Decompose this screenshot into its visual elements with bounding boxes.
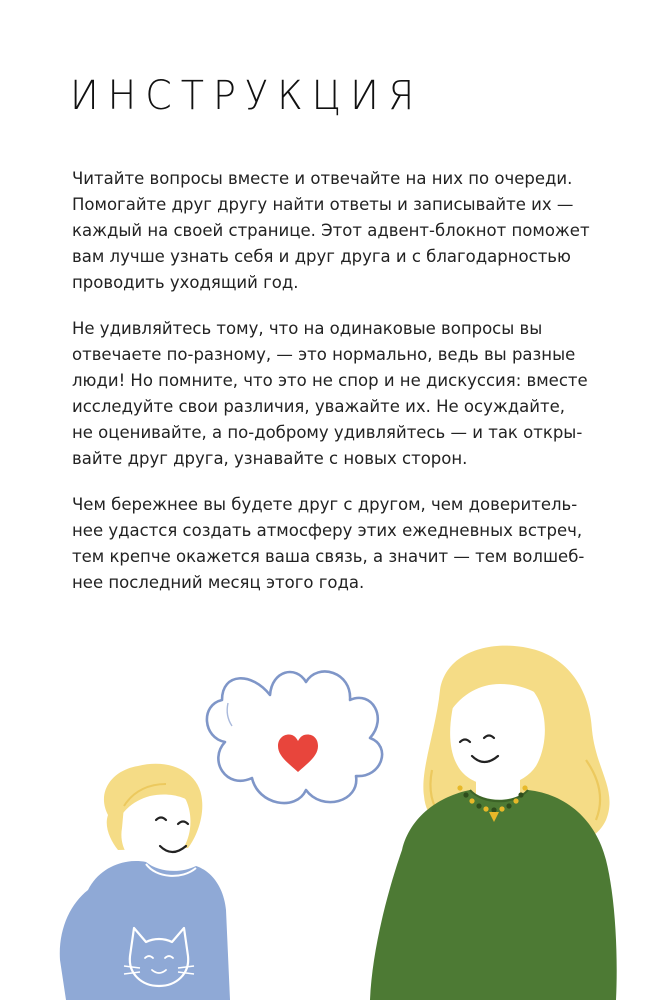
- text-line: отвечаете по-разному, — это нормально, ведь вы разные: [72, 345, 576, 364]
- page-title: ИНСТРУКЦИЯ: [70, 72, 424, 119]
- text-line: каждый на своей странице. Этот адвент-блокнот поможет: [72, 221, 590, 240]
- text-line: не оценивайте, а по-доброму удивляйтесь — и так откры-: [72, 423, 583, 442]
- illustration: [0, 620, 659, 1000]
- text-line: проводить уходящий год.: [72, 273, 299, 292]
- text-line: исследуйте свои различия, уважайте их. Не осуждайте,: [72, 397, 565, 416]
- text-line: Не удивляйтесь тому, что на одинаковые вопросы вы: [72, 319, 543, 338]
- text-line: вайте друг друга, узнавайте с новых сторон.: [72, 449, 468, 468]
- text-line: нее последний месяц этого года.: [72, 573, 365, 592]
- woman-figure: [370, 646, 617, 1000]
- text-line: Помогайте друг другу найти ответы и записывайте их —: [72, 195, 574, 214]
- text-line: нее удастся создать атмосферу этих ежедневных встреч,: [72, 521, 583, 540]
- text-line: тем крепче окажется ваша связь, а значит — тем волшеб-: [72, 547, 585, 566]
- text-line: Чем бережнее вы будете друг с другом, чем доверитель-: [72, 495, 578, 514]
- text-line: люди! Но помните, что это не спор и не дискуссия: вместе: [72, 371, 588, 390]
- child-figure: [60, 764, 230, 1000]
- instruction-text: [72, 166, 602, 616]
- paragraph-3: [72, 492, 602, 596]
- text-line: вам лучше узнать себя и друг друга и с благодарностью: [72, 247, 571, 266]
- text-line: Читайте вопросы вместе и отвечайте на них по очереди.: [72, 169, 573, 188]
- paragraph-1: [72, 166, 602, 296]
- paragraph-2: [72, 316, 602, 472]
